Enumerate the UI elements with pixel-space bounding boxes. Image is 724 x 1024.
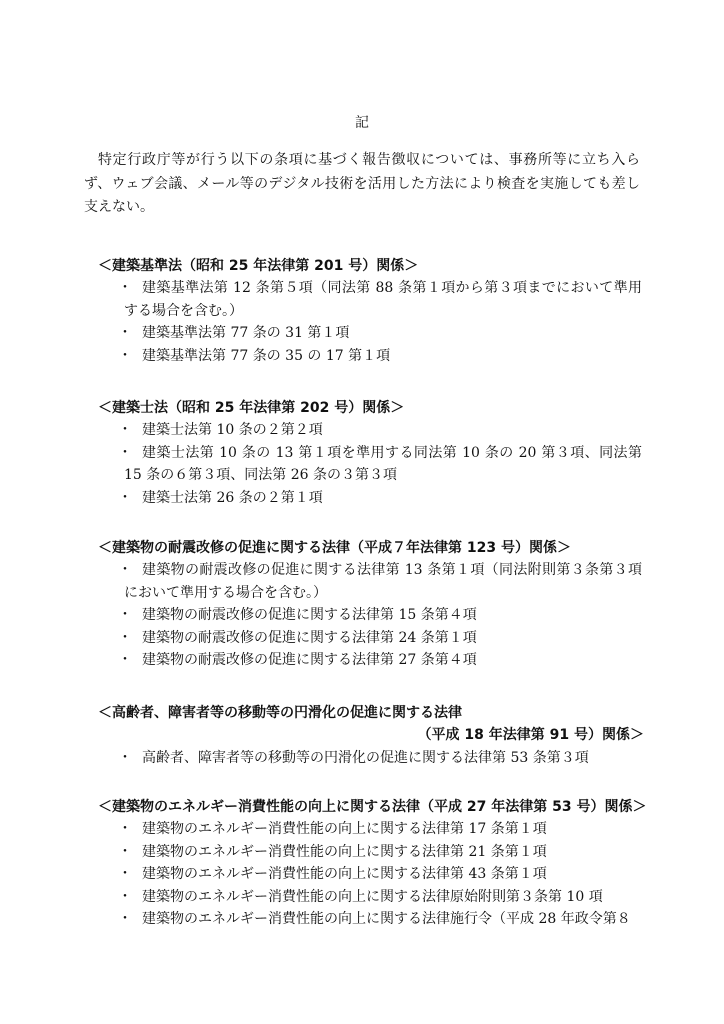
list-item (0, 818, 724, 841)
bullet-icon: ・ (118, 911, 132, 927)
bullet-icon: ・ (118, 562, 132, 578)
list-item (0, 487, 724, 510)
bullet-icon: ・ (118, 422, 132, 438)
list-item (0, 442, 724, 487)
item-text: 建築士法第 26 条の２第１項 (142, 489, 323, 506)
list-item (0, 277, 724, 322)
item-text: 建築物のエネルギー消費性能の向上に関する法律第 21 条第１項 (142, 843, 547, 860)
list-item (0, 345, 724, 368)
section-heading: ＜建築物の耐震改修の促進に関する法律（平成７年法律第 123 号）関係＞ (98, 540, 571, 556)
item-text: 建築基準法第 77 条の 35 の 17 第１項 (142, 347, 391, 364)
list-item (0, 604, 724, 627)
document-title: 記 (355, 115, 369, 131)
item-text: 建築士法第 10 条の 13 第１項を準用する同法第 10 条の 20 第３項、同法第 15 条の６第３項、同法第 26 条の３第３項 (124, 444, 642, 483)
item-text: 高齢者、障害者等の移動等の円滑化の促進に関する法律第 53 条第３項 (142, 750, 589, 766)
bullet-icon: ・ (118, 821, 132, 837)
item-list (0, 559, 724, 672)
item-text: 建築基準法第 77 条の 31 第１項 (142, 325, 350, 341)
list-item (0, 559, 724, 604)
bullet-icon: ・ (118, 629, 132, 646)
bullet-icon: ・ (118, 888, 132, 905)
intro-paragraph: 特定行政庁等が行う以下の条項に基づく報告徴収については、事務所等に立ち入らず、ウェブ会議、メール等のデジタル技術を活用した方法により検査を実施しても差し支えない。 (84, 152, 640, 215)
item-text: 建築物のエネルギー消費性能の向上に関する法律第 17 条第１項 (142, 821, 547, 837)
bullet-icon: ・ (118, 444, 132, 461)
list-item (0, 908, 724, 931)
item-text: 建築物のエネルギー消費性能の向上に関する法律第 43 条第１項 (142, 866, 547, 882)
section-heading: ＜建築士法（昭和 25 年法律第 202 号）関係＞ (98, 400, 405, 416)
list-item (0, 322, 724, 345)
list-item (0, 419, 724, 442)
section-heading-line2: （平成 18 年法律第 91 号）関係＞ (417, 727, 644, 743)
bullet-icon: ・ (118, 652, 132, 668)
item-text: 建築物のエネルギー消費性能の向上に関する法律施行令（平成 28 年政令第８ (142, 911, 631, 927)
item-list (0, 747, 724, 770)
item-text: 建築物の耐震改修の促進に関する法律第 13 条第１項（同法附則第３条第３項において準用する場合を含む。） (124, 562, 642, 601)
bullet-icon: ・ (118, 280, 132, 296)
list-item (0, 886, 724, 909)
item-list (0, 277, 724, 367)
item-text: 建築物の耐震改修の促進に関する法律第 24 条第１項 (142, 629, 477, 646)
bullet-icon: ・ (118, 325, 132, 341)
bullet-icon: ・ (118, 489, 132, 506)
list-item (0, 747, 724, 770)
item-list (0, 818, 724, 931)
bullet-icon: ・ (118, 750, 132, 766)
section-heading: ＜建築物のエネルギー消費性能の向上に関する法律（平成 27 年法律第 53 号）関係＞ (98, 799, 647, 815)
bullet-icon: ・ (118, 607, 132, 623)
section-heading: ＜建築基準法（昭和 25 年法律第 201 号）関係＞ (98, 258, 419, 274)
bullet-icon: ・ (118, 866, 132, 882)
item-text: 建築物の耐震改修の促進に関する法律第 27 条第４項 (142, 652, 477, 668)
list-item (0, 649, 724, 672)
list-item (0, 841, 724, 864)
item-text: 建築物の耐震改修の促進に関する法律第 15 条第４項 (142, 607, 477, 623)
bullet-icon: ・ (118, 843, 132, 860)
item-text: 建築物のエネルギー消費性能の向上に関する法律原始附則第３条第 10 項 (142, 888, 603, 905)
list-item (0, 863, 724, 886)
item-text: 建築基準法第 12 条第５項（同法第 88 条第１項から第３項までにおいて準用する場合を含む。） (124, 280, 642, 319)
list-item (0, 627, 724, 650)
item-list (0, 419, 724, 509)
item-text: 建築士法第 10 条の２第２項 (142, 422, 323, 438)
section-heading: ＜高齢者、障害者等の移動等の円滑化の促進に関する法律 (98, 705, 462, 721)
bullet-icon: ・ (118, 347, 132, 364)
